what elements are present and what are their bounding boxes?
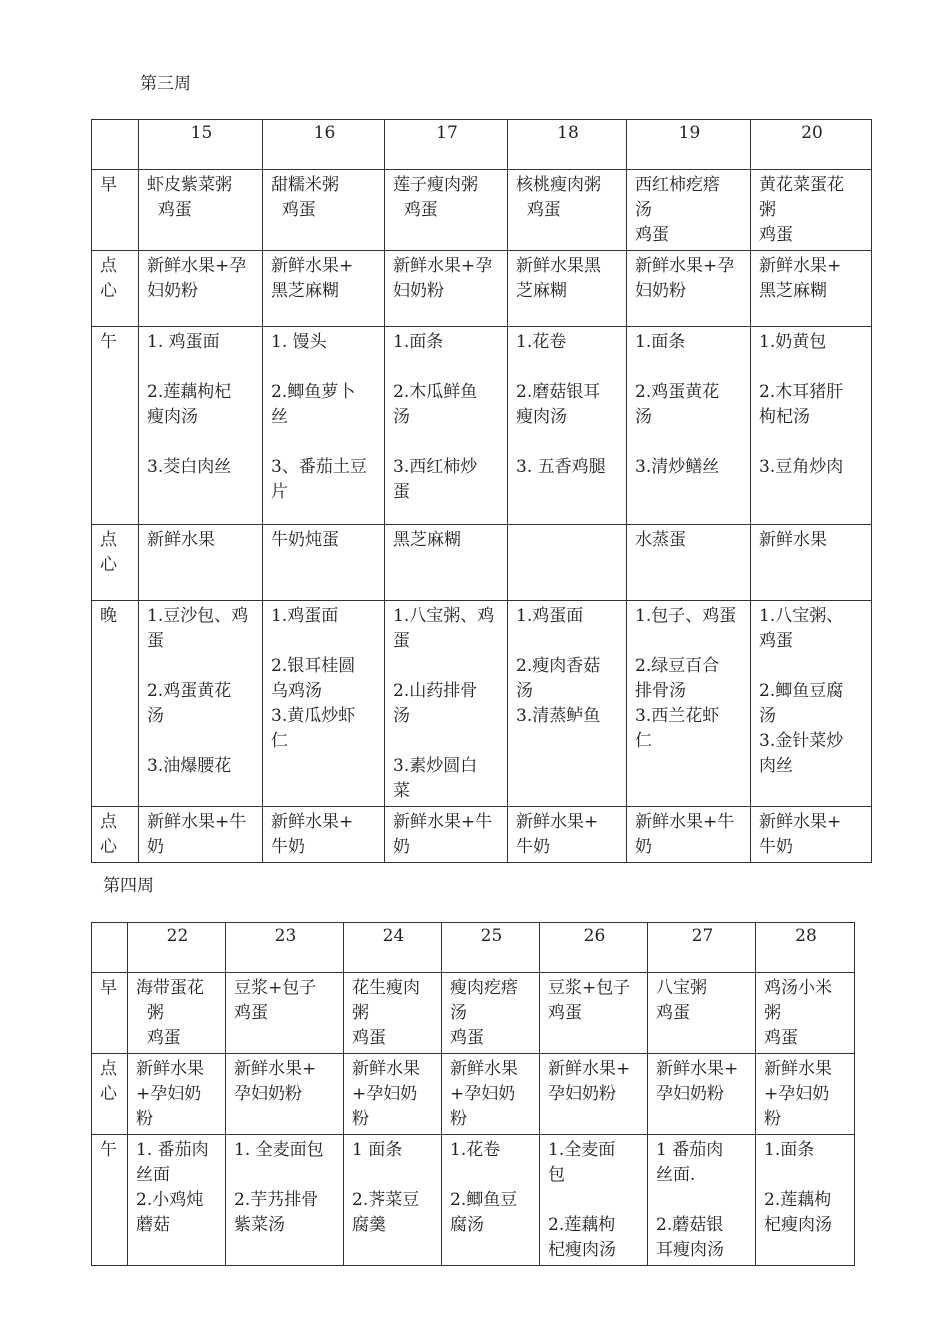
meal-cell: 新鲜水果+ 孕妇奶粉	[226, 1054, 344, 1135]
lunch-row	[92, 327, 872, 525]
meal-cell: 1.鸡蛋面 2.银耳桂圆 乌鸡汤 3.黄瓜炒虾 仁	[263, 601, 385, 807]
meal-cell: 1. 鸡蛋面 2.莲藕枸杞 瘦肉汤 3.茭白肉丝	[139, 327, 263, 525]
meal-cell: 1. 番茄肉 丝面 2.小鸡炖 蘑菇	[128, 1135, 226, 1266]
meal-cell: 水蒸蛋	[627, 525, 751, 601]
snack-row	[92, 525, 872, 601]
meal-cell: 新鲜水果	[751, 525, 872, 601]
day-header: 26	[540, 923, 648, 973]
meal-cell: 海带蛋花 粥 鸡蛋	[128, 973, 226, 1054]
meal-cell: 瘦肉疙瘩 汤 鸡蛋	[442, 973, 540, 1054]
day-header: 20	[751, 120, 872, 170]
day-header: 28	[756, 923, 855, 973]
meal-cell: 新鲜水果+牛 奶	[139, 807, 263, 863]
week3-meal-table	[91, 119, 872, 863]
row-label: 点 心	[92, 525, 139, 601]
row-label: 早	[92, 973, 128, 1054]
meal-cell: 1. 馒头 2.鲫鱼萝卜 丝 3、番茄土豆 片	[263, 327, 385, 525]
meal-cell: 1.八宝粥、鸡 蛋 2.山药排骨 汤 3.素炒圆白 菜	[385, 601, 508, 807]
meal-cell: 新鲜水果+孕 妇奶粉	[139, 251, 263, 327]
meal-cell: 西红柿疙瘩 汤 鸡蛋	[627, 170, 751, 251]
row-label: 点 心	[92, 1054, 128, 1135]
meal-cell: 黑芝麻糊	[385, 525, 508, 601]
meal-cell: 1 面条 2.荠菜豆 腐羹	[344, 1135, 442, 1266]
meal-cell: 1.面条 2.鸡蛋黄花 汤 3.清炒鳝丝	[627, 327, 751, 525]
row-label: 午	[92, 327, 139, 525]
meal-cell: 虾皮紫菜粥 鸡蛋	[139, 170, 263, 251]
meal-cell: 1. 全麦面包 2.芋艿排骨 紫菜汤	[226, 1135, 344, 1266]
day-header: 22	[128, 923, 226, 973]
snack-row	[92, 251, 872, 327]
meal-cell: 新鲜水果+牛 奶	[385, 807, 508, 863]
meal-cell: 新鲜水果 +孕妇奶 粉	[756, 1054, 855, 1135]
meal-cell: 1.包子、鸡蛋 2.绿豆百合 排骨汤 3.西兰花虾 仁	[627, 601, 751, 807]
day-header: 27	[648, 923, 756, 973]
meal-cell: 1.面条 2.莲藕枸 杞瘦肉汤	[756, 1135, 855, 1266]
meal-cell: 1.豆沙包、鸡 蛋 2.鸡蛋黄花 汤 3.油爆腰花	[139, 601, 263, 807]
meal-cell: 1 番茄肉 丝面. 2.蘑菇银 耳瘦肉汤	[648, 1135, 756, 1266]
meal-cell: 新鲜水果+ 孕妇奶粉	[648, 1054, 756, 1135]
meal-cell: 花生瘦肉 粥 鸡蛋	[344, 973, 442, 1054]
meal-cell: 1.全麦面 包 2.莲藕枸 杞瘦肉汤	[540, 1135, 648, 1266]
week3-heading: 第三周	[140, 74, 191, 94]
corner-cell	[92, 120, 139, 170]
day-header: 23	[226, 923, 344, 973]
dinner-row	[92, 601, 872, 807]
week3-header-row	[92, 120, 872, 170]
meal-cell: 莲子瘦肉粥 鸡蛋	[385, 170, 508, 251]
corner-cell	[92, 923, 128, 973]
meal-cell: 新鲜水果黑 芝麻糊	[508, 251, 627, 327]
day-header: 18	[508, 120, 627, 170]
meal-cell: 核桃瘦肉粥 鸡蛋	[508, 170, 627, 251]
meal-cell: 新鲜水果+ 黑芝麻糊	[751, 251, 872, 327]
meal-cell: 黄花菜蛋花 粥 鸡蛋	[751, 170, 872, 251]
meal-cell: 牛奶炖蛋	[263, 525, 385, 601]
meal-cell: 甜糯米粥 鸡蛋	[263, 170, 385, 251]
meal-cell: 豆浆+包子 鸡蛋	[540, 973, 648, 1054]
meal-cell: 1.花卷 2.磨菇银耳 瘦肉汤 3. 五香鸡腿	[508, 327, 627, 525]
day-header: 19	[627, 120, 751, 170]
snack-row	[92, 1054, 855, 1135]
meal-cell: 鸡汤小米 粥 鸡蛋	[756, 973, 855, 1054]
breakfast-row	[92, 170, 872, 251]
day-header: 16	[263, 120, 385, 170]
day-header: 17	[385, 120, 508, 170]
meal-cell: 新鲜水果+ 牛奶	[508, 807, 627, 863]
meal-cell: 1.面条 2.木瓜鲜鱼 汤 3.西红柿炒 蛋	[385, 327, 508, 525]
meal-cell: 新鲜水果+ 牛奶	[751, 807, 872, 863]
day-header: 24	[344, 923, 442, 973]
meal-cell: 八宝粥 鸡蛋	[648, 973, 756, 1054]
meal-cell: 新鲜水果+牛 奶	[627, 807, 751, 863]
breakfast-row	[92, 973, 855, 1054]
meal-cell: 新鲜水果+ 孕妇奶粉	[540, 1054, 648, 1135]
meal-cell	[508, 525, 627, 601]
meal-cell: 新鲜水果 +孕妇奶 粉	[128, 1054, 226, 1135]
meal-cell: 新鲜水果 +孕妇奶 粉	[442, 1054, 540, 1135]
meal-cell: 新鲜水果 +孕妇奶 粉	[344, 1054, 442, 1135]
day-header: 25	[442, 923, 540, 973]
meal-cell: 新鲜水果	[139, 525, 263, 601]
row-label: 晚	[92, 601, 139, 807]
lunch-row	[92, 1135, 855, 1266]
row-label: 点 心	[92, 251, 139, 327]
week4-meal-table	[91, 922, 855, 1266]
meal-cell: 1.奶黄包 2.木耳猪肝 枸杞汤 3.豆角炒肉	[751, 327, 872, 525]
row-label: 早	[92, 170, 139, 251]
week4-header-row	[92, 923, 855, 973]
row-label: 午	[92, 1135, 128, 1266]
meal-cell: 新鲜水果+孕 妇奶粉	[627, 251, 751, 327]
day-header: 15	[139, 120, 263, 170]
meal-cell: 1.花卷 2.鲫鱼豆 腐汤	[442, 1135, 540, 1266]
week4-heading: 第四周	[103, 876, 154, 896]
meal-cell: 1.八宝粥、 鸡蛋 2.鲫鱼豆腐 汤 3.金针菜炒 肉丝	[751, 601, 872, 807]
meal-cell: 新鲜水果+ 牛奶	[263, 807, 385, 863]
meal-cell: 新鲜水果+孕 妇奶粉	[385, 251, 508, 327]
row-label: 点 心	[92, 807, 139, 863]
meal-cell: 1.鸡蛋面 2.瘦肉香菇 汤 3.清蒸鲈鱼	[508, 601, 627, 807]
snack-row	[92, 807, 872, 863]
meal-cell: 新鲜水果+ 黑芝麻糊	[263, 251, 385, 327]
meal-cell: 豆浆+包子 鸡蛋	[226, 973, 344, 1054]
